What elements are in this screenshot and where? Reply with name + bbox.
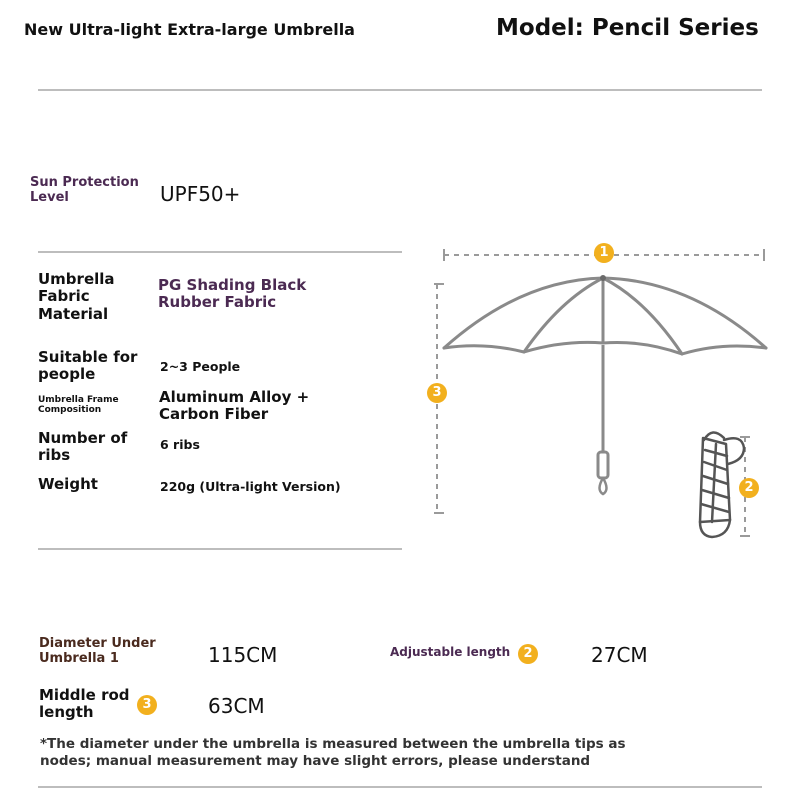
weight-label: Weight (38, 475, 98, 493)
model-title: Model: Pencil Series (496, 15, 759, 41)
middle-rod-value: 63CM (208, 694, 265, 718)
footer-divider (38, 786, 762, 788)
middle-rod-badge-3-icon: 3 (137, 695, 157, 715)
badge-3-icon: 3 (427, 383, 447, 403)
footnote: *The diameter under the umbrella is measured between the umbrella tips as nodes; manual measurement may have slight errors, please understand (40, 736, 626, 769)
frame-value: Aluminum Alloy + Carbon Fiber (159, 388, 310, 424)
diameter-value: 115CM (208, 643, 278, 667)
fabric-value: PG Shading Black Rubber Fabric (158, 276, 307, 312)
frame-label: Umbrella Frame Composition (38, 395, 119, 416)
ribs-value: 6 ribs (160, 437, 200, 452)
adjustable-badge-2-icon: 2 (518, 644, 538, 664)
adjustable-label: Adjustable length (390, 645, 511, 659)
diameter-label: Diameter Under Umbrella 1 (39, 636, 156, 666)
middle-rod-label: Middle rod length (39, 686, 130, 722)
product-title: New Ultra-light Extra-large Umbrella (24, 20, 355, 39)
fabric-label: Umbrella Fabric Material (38, 270, 115, 323)
adjustable-value: 27CM (591, 643, 648, 667)
badge-1-icon: 1 (594, 243, 614, 263)
badge-2-icon: 2 (739, 478, 759, 498)
weight-value: 220g (Ultra-light Version) (160, 479, 341, 494)
ribs-label: Number of ribs (38, 429, 128, 465)
people-label: Suitable for people (38, 348, 138, 384)
sun-protection-value: UPF50+ (160, 182, 241, 206)
sun-protection-label: Sun Protection Level (30, 175, 139, 205)
people-value: 2~3 People (160, 359, 241, 374)
